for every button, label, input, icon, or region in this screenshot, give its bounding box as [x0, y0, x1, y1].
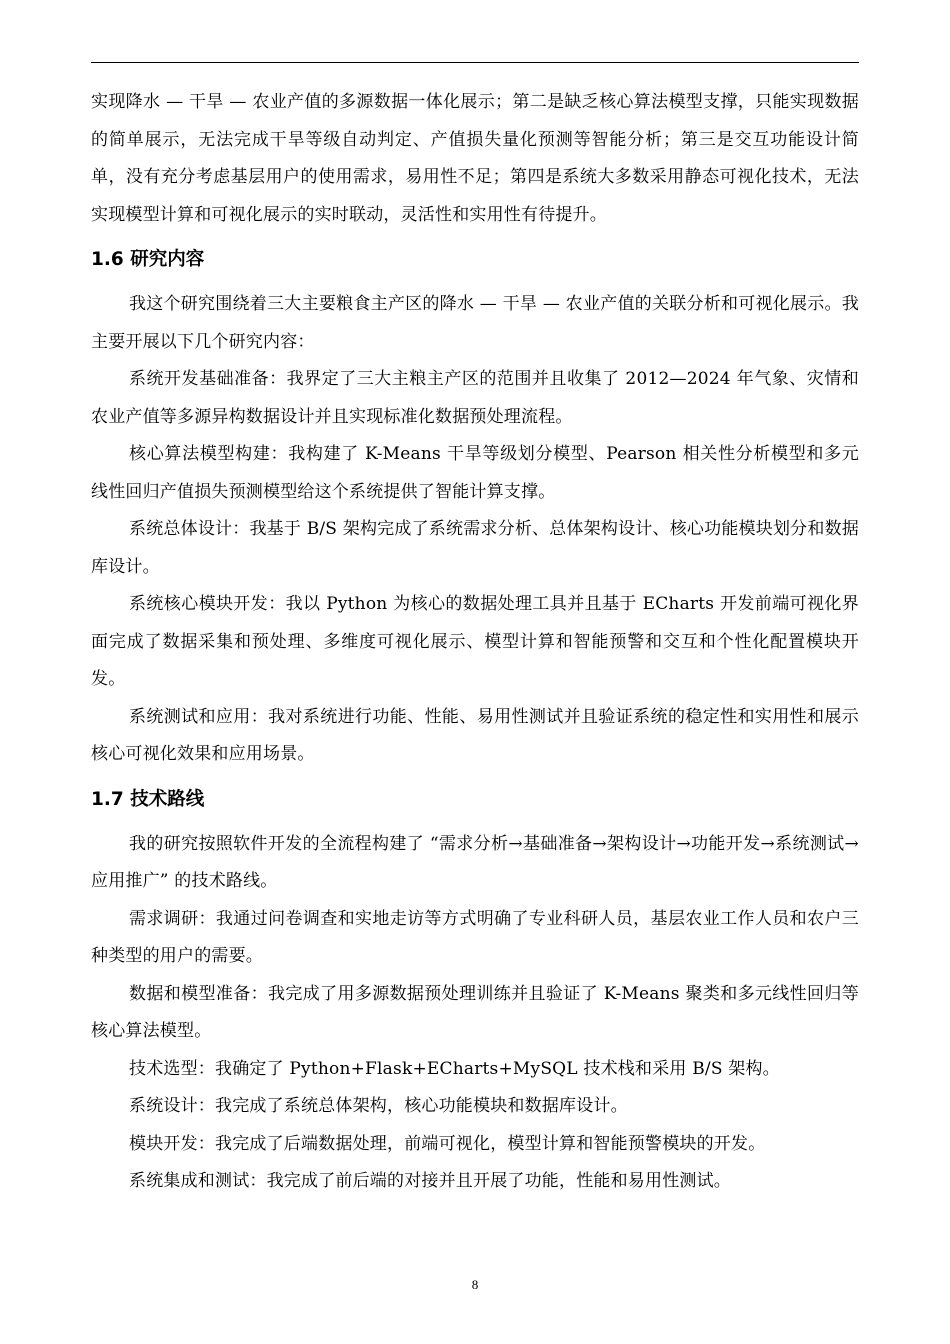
section-1-6-paragraph: 系统测试和应用：我对系统进行功能、性能、易用性测试并且验证系统的稳定性和实用性和展示核心可视化效果和应用场景。	[91, 706, 859, 764]
section-1-7-paragraph: 需求调研：我通过问卷调查和实地走访等方式明确了专业科研人员，基层农业工作人员和农户三种类型的用户的需要。	[91, 908, 859, 966]
section-1-7-paragraph: 模块开发：我完成了后端数据处理，前端可视化，模型计算和智能预警模块的开发。	[129, 1133, 766, 1154]
section-1-6-paragraph: 核心算法模型构建：我构建了 K-Means 干旱等级划分模型、Pearson 相关性分析模型和多元线性回归产值损失预测模型给这个系统提供了智能计算支撑。	[91, 444, 859, 502]
section-1-6-paragraph: 系统核心模块开发：我以 Python 为核心的数据处理工具并且基于 ECharts 开发前端可视化界面完成了数据采集和预处理、多维度可视化展示、模型计算和智能预警和交互和个性化配置模块开发。	[91, 594, 859, 689]
section-1-7-paragraph: 技术选型：我确定了 Python+Flask+ECharts+MySQL 技术栈和采用 B/S 架构。	[129, 1058, 780, 1079]
page-body	[91, 84, 859, 1201]
section-1-7-paragraph: 系统设计：我完成了系统总体架构，核心功能模块和数据库设计。	[129, 1096, 628, 1116]
section-1-7-paragraph: 系统集成和测试：我完成了前后端的对接并且开展了功能，性能和易用性测试。	[129, 1171, 731, 1191]
page-number: 8	[471, 1277, 479, 1292]
section-1-6-paragraph: 系统开发基础准备：我界定了三大主粮主产区的范围并且收集了 2012—2024 年气象、灾情和农业产值等多源异构数据设计并且实现标准化数据预处理流程。	[91, 369, 859, 427]
section-heading-1-7: 1.7 技术路线	[91, 788, 205, 810]
section-1-6-paragraph: 我这个研究围绕着三大主要粮食主产区的降水 — 干旱 — 农业产值的关联分析和可视化展示。我主要开展以下几个研究内容：	[91, 294, 859, 352]
section-heading-1-6: 1.6 研究内容	[91, 249, 205, 270]
intro-paragraph: 实现降水 — 干旱 — 农业产值的多源数据一体化展示；第二是缺乏核心算法模型支撑，只能实现数据的简单展示，无法完成干旱等级自动判定、产值损失量化预测等智能分析；第三是交互功能设计简单，没有充分考虑基层用户的使用需求，易用性不足；第四是系统大多数采用静态可视化技术，无法实现模型计算和可视化展示的实时联动，灵活性和实用性有待提升。	[91, 92, 859, 225]
section-1-7-paragraph: 数据和模型准备：我完成了用多源数据预处理训练并且验证了 K-Means 聚类和多元线性回归等核心算法模型。	[91, 983, 859, 1041]
header-rule	[91, 62, 859, 63]
section-1-7-paragraph: 我的研究按照软件开发的全流程构建了 “需求分析→基础准备→架构设计→功能开发→系统测试→应用推广” 的技术路线。	[91, 833, 859, 891]
section-1-6-paragraph: 系统总体设计：我基于 B/S 架构完成了系统需求分析、总体架构设计、核心功能模块划分和数据库设计。	[91, 519, 859, 577]
